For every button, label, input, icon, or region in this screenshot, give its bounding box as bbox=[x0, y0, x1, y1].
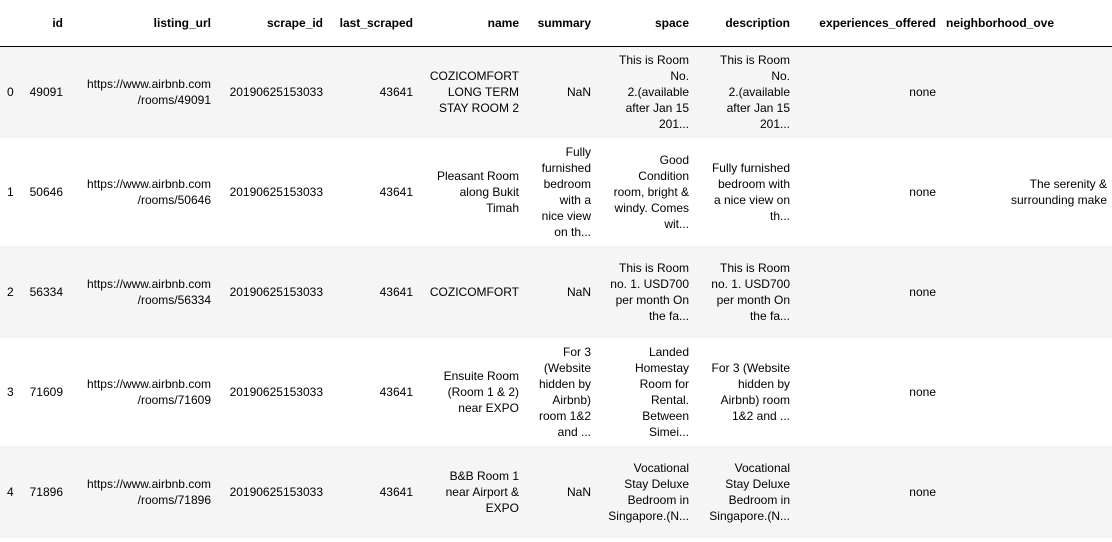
cell-text bbox=[423, 68, 519, 116]
cell-line: (Room 1 & 2) bbox=[447, 385, 519, 399]
header-id: id bbox=[52, 15, 63, 30]
cell-summary bbox=[524, 138, 596, 246]
cell-line: windy. Comes bbox=[614, 201, 689, 215]
cell-text bbox=[601, 344, 689, 440]
cell-text bbox=[529, 284, 591, 300]
row-index: 1 bbox=[7, 185, 14, 199]
cell-line: Stay Deluxe bbox=[725, 477, 790, 491]
cell-text bbox=[946, 176, 1107, 208]
cell-space bbox=[596, 138, 694, 246]
cell-id: 50646 bbox=[29, 185, 63, 199]
cell-line: room, bright & bbox=[613, 185, 689, 199]
cell-line: hidden by bbox=[737, 377, 790, 391]
cell-summary bbox=[524, 46, 596, 138]
cell-text bbox=[73, 76, 211, 108]
cell-text bbox=[699, 460, 790, 524]
cell-scrape-id: 20190625153033 bbox=[229, 485, 323, 499]
cell-line: a nice view on bbox=[713, 193, 790, 207]
cell-line: per month On bbox=[615, 293, 689, 307]
cell-line: Between bbox=[642, 409, 689, 423]
cell-line: Bedroom in bbox=[728, 493, 790, 507]
cell-last-scraped: 43641 bbox=[379, 185, 413, 199]
cell-line: bedroom bbox=[543, 177, 591, 191]
cell-space bbox=[596, 246, 694, 338]
header-listing-url: listing_url bbox=[153, 15, 211, 30]
cell-text bbox=[529, 344, 591, 440]
cell-line: NaN bbox=[566, 285, 591, 299]
cell-experiences-offered: none bbox=[909, 85, 936, 100]
cell-line: no. 1. USD700 bbox=[711, 277, 790, 291]
cell-experiences-offered: none bbox=[909, 285, 936, 299]
cell-name bbox=[418, 46, 524, 138]
cell-line: COZICOMFORT bbox=[429, 285, 519, 299]
cell-line: per month On bbox=[716, 293, 790, 307]
cell-line: For 3 bbox=[562, 345, 591, 359]
cell-neighborhood-overview bbox=[941, 338, 1112, 446]
cell-scrape-id: 20190625153033 bbox=[229, 385, 323, 399]
cell-line: Pleasant Room bbox=[436, 169, 519, 183]
cell-neighborhood-overview bbox=[941, 138, 1112, 246]
row-index: 2 bbox=[7, 285, 14, 299]
cell-line: No. bbox=[771, 69, 790, 84]
cell-text bbox=[423, 168, 519, 216]
cell-text bbox=[529, 484, 591, 500]
cell-text bbox=[529, 84, 591, 100]
cell-text bbox=[601, 260, 689, 324]
cell-listing-url bbox=[68, 338, 216, 446]
cell-line: For 3 (Website bbox=[711, 361, 790, 375]
cell-line: no. 1. USD700 bbox=[610, 277, 689, 291]
cell-line: NaN bbox=[566, 85, 591, 100]
cell-text bbox=[529, 144, 591, 240]
cell-listing-url bbox=[68, 138, 216, 246]
cell-last-scraped: 43641 bbox=[379, 385, 413, 399]
cell-line: Room for bbox=[639, 377, 689, 391]
cell-line: NaN bbox=[566, 485, 591, 499]
header-summary: summary bbox=[537, 15, 591, 30]
cell-line: on th... bbox=[554, 225, 591, 239]
cell-line: Good bbox=[659, 153, 689, 167]
cell-scrape-id: 20190625153033 bbox=[229, 185, 323, 199]
cell-line: LONG TERM bbox=[447, 85, 519, 100]
cell-space bbox=[596, 46, 694, 138]
cell-line: This is Room bbox=[719, 261, 790, 275]
cell-description bbox=[694, 338, 795, 446]
cell-scrape-id: 20190625153033 bbox=[229, 285, 323, 299]
cell-line: Airbnb) room bbox=[720, 393, 790, 407]
cell-line: Stay Deluxe bbox=[624, 477, 689, 491]
cell-line: /rooms/50646 bbox=[137, 193, 211, 207]
cell-text bbox=[73, 476, 211, 508]
header-neighborhood-overview: neighborhood_ove bbox=[946, 15, 1054, 30]
header-experiences-offered: experiences_offered bbox=[819, 15, 936, 30]
cell-line: nice view bbox=[541, 209, 591, 223]
cell-line: STAY ROOM 2 bbox=[438, 101, 519, 116]
cell-line: https://www.airbnb.com bbox=[86, 377, 211, 391]
header-scrape-id: scrape_id bbox=[266, 15, 323, 30]
cell-line: 1&2 and ... bbox=[731, 409, 790, 423]
cell-line: Landed bbox=[648, 345, 689, 359]
header-name: name bbox=[487, 15, 519, 30]
cell-line: 2.(available bbox=[627, 85, 689, 100]
cell-line: B&B Room 1 bbox=[449, 469, 519, 483]
cell-line: with a bbox=[559, 193, 591, 207]
cell-last-scraped: 43641 bbox=[379, 485, 413, 499]
cell-description bbox=[694, 446, 795, 538]
cell-line: Singapore.(N... bbox=[709, 509, 790, 523]
cell-text bbox=[423, 468, 519, 516]
cell-name bbox=[418, 246, 524, 338]
cell-line: No. bbox=[670, 69, 689, 84]
cell-description bbox=[694, 46, 795, 138]
cell-description bbox=[694, 246, 795, 338]
cell-line: near Airport & bbox=[445, 485, 519, 499]
cell-line: /rooms/56334 bbox=[137, 293, 211, 307]
row-index: 4 bbox=[7, 485, 14, 499]
cell-text bbox=[601, 152, 689, 232]
cell-line: /rooms/71896 bbox=[137, 493, 211, 507]
cell-line: Rental. bbox=[650, 393, 689, 407]
cell-line: This is Room bbox=[719, 53, 790, 68]
cell-line: Fully furnished bbox=[711, 161, 790, 175]
cell-line: EXPO bbox=[485, 501, 519, 515]
cell-line: Homestay bbox=[634, 361, 689, 375]
table-row bbox=[0, 246, 1112, 338]
cell-line: This is Room bbox=[618, 53, 689, 68]
cell-text bbox=[423, 368, 519, 416]
cell-text bbox=[601, 460, 689, 524]
cell-line: and ... bbox=[557, 425, 591, 439]
cell-line: the fa... bbox=[749, 309, 790, 323]
cell-line: Fully bbox=[565, 145, 591, 159]
row-index: 0 bbox=[7, 85, 14, 100]
cell-text bbox=[73, 176, 211, 208]
cell-line: wit... bbox=[664, 217, 689, 231]
cell-line: 2.(available bbox=[728, 85, 790, 100]
cell-text bbox=[699, 260, 790, 324]
cell-last-scraped: 43641 bbox=[379, 85, 413, 100]
header-last-scraped: last_scraped bbox=[339, 15, 413, 30]
cell-line: Singapore.(N... bbox=[608, 509, 689, 523]
cell-id: 56334 bbox=[29, 285, 63, 299]
table-row bbox=[0, 138, 1112, 246]
cell-line: Vocational bbox=[633, 461, 689, 475]
cell-text bbox=[699, 160, 790, 224]
table-row bbox=[0, 46, 1112, 138]
cell-line: /rooms/71609 bbox=[137, 393, 211, 407]
cell-line: /rooms/49091 bbox=[137, 93, 211, 108]
header-row bbox=[0, 0, 1112, 46]
cell-text bbox=[73, 376, 211, 408]
cell-line: hidden by bbox=[538, 377, 591, 391]
cell-text bbox=[699, 360, 790, 424]
cell-neighborhood-overview bbox=[941, 46, 1112, 138]
cell-line: Bedroom in bbox=[627, 493, 689, 507]
table-header bbox=[0, 0, 1112, 46]
cell-scrape-id: 20190625153033 bbox=[229, 85, 323, 100]
cell-line: Simei... bbox=[648, 425, 689, 439]
header-space: space bbox=[654, 15, 689, 30]
cell-text bbox=[423, 284, 519, 300]
cell-line: along Bukit bbox=[459, 185, 519, 199]
cell-id: 71609 bbox=[29, 385, 63, 399]
cell-line: COZICOMFORT bbox=[429, 69, 519, 84]
cell-line: https://www.airbnb.com bbox=[86, 77, 211, 92]
table-row bbox=[0, 338, 1112, 446]
cell-line: 201... bbox=[759, 117, 790, 132]
cell-listing-url bbox=[68, 46, 216, 138]
cell-text bbox=[699, 52, 790, 132]
cell-experiences-offered: none bbox=[909, 185, 936, 199]
cell-last-scraped: 43641 bbox=[379, 285, 413, 299]
cell-line: Vocational bbox=[734, 461, 790, 475]
cell-line: th... bbox=[769, 209, 790, 223]
cell-line: Airbnb) bbox=[552, 393, 591, 407]
cell-line: This is Room bbox=[618, 261, 689, 275]
cell-line: room 1&2 bbox=[538, 409, 591, 423]
cell-text bbox=[73, 276, 211, 308]
cell-experiences-offered: none bbox=[909, 485, 936, 499]
cell-line: The serenity & bbox=[1029, 177, 1107, 191]
cell-line: after Jan 15 bbox=[726, 101, 790, 116]
cell-line: surrounding make bbox=[1010, 193, 1107, 207]
cell-line: Timah bbox=[486, 201, 519, 215]
cell-line: Condition bbox=[638, 169, 689, 183]
cell-neighborhood-overview bbox=[941, 246, 1112, 338]
cell-space bbox=[596, 446, 694, 538]
table-row bbox=[0, 446, 1112, 538]
cell-text bbox=[601, 52, 689, 132]
cell-line: (Website bbox=[543, 361, 591, 375]
cell-description bbox=[694, 138, 795, 246]
header-description: description bbox=[725, 15, 790, 30]
table-body bbox=[0, 46, 1112, 538]
cell-summary bbox=[524, 338, 596, 446]
cell-line: after Jan 15 bbox=[625, 101, 689, 116]
header-index bbox=[0, 0, 18, 46]
cell-space bbox=[596, 338, 694, 446]
cell-line: https://www.airbnb.com bbox=[86, 177, 211, 191]
cell-name bbox=[418, 138, 524, 246]
cell-neighborhood-overview bbox=[941, 446, 1112, 538]
cell-line: Ensuite Room bbox=[443, 369, 519, 383]
cell-line: the fa... bbox=[648, 309, 689, 323]
cell-summary bbox=[524, 446, 596, 538]
cell-line: https://www.airbnb.com bbox=[86, 277, 211, 291]
cell-id: 71896 bbox=[29, 485, 63, 499]
cell-listing-url bbox=[68, 446, 216, 538]
cell-name bbox=[418, 446, 524, 538]
cell-line: 201... bbox=[658, 117, 689, 132]
cell-summary bbox=[524, 246, 596, 338]
cell-line: https://www.airbnb.com bbox=[86, 477, 211, 491]
row-index: 3 bbox=[7, 385, 14, 399]
cell-experiences-offered: none bbox=[909, 385, 936, 399]
cell-line: near EXPO bbox=[458, 401, 519, 415]
cell-id: 49091 bbox=[29, 85, 63, 100]
cell-name bbox=[418, 338, 524, 446]
cell-line: bedroom with bbox=[717, 177, 790, 191]
cell-line: furnished bbox=[541, 161, 591, 175]
cell-listing-url bbox=[68, 246, 216, 338]
